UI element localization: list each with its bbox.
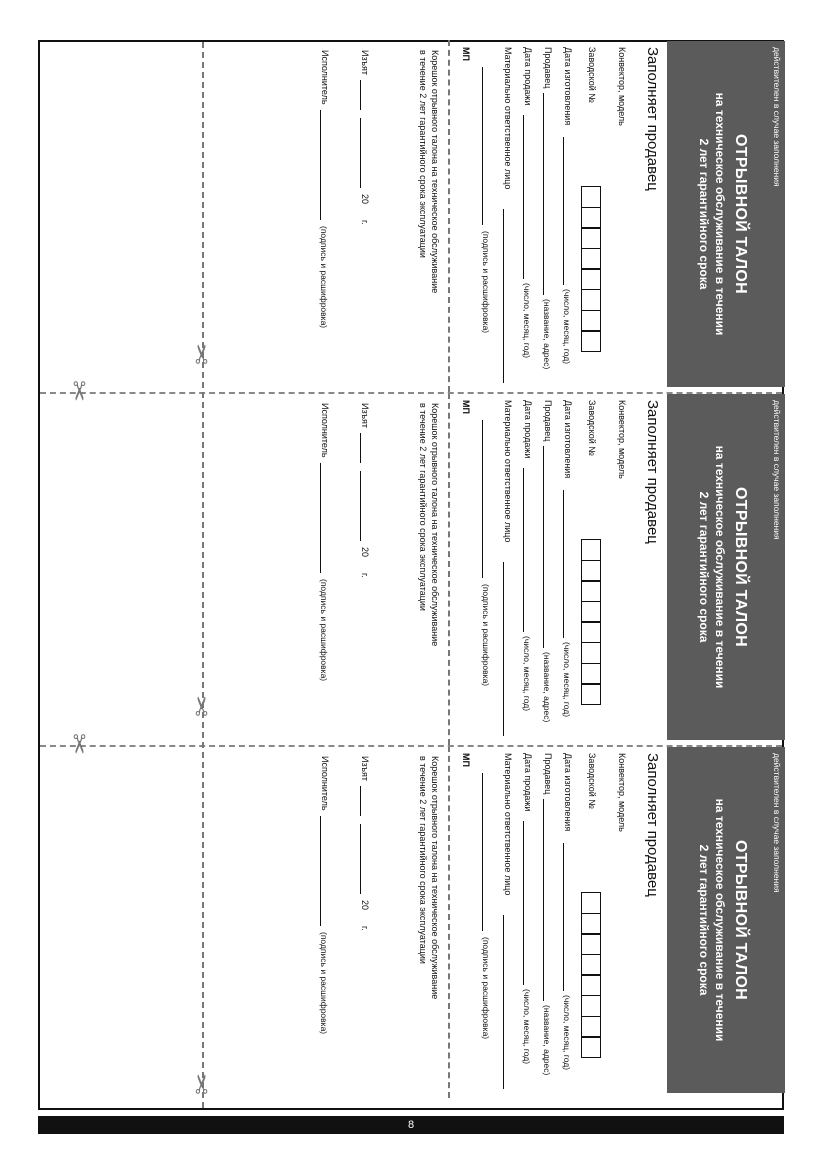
scissors-icon: ✂ [63,733,94,755]
coupon [449,41,785,377]
valid-note: действителен в случае заполнения [772,47,782,187]
model-label: Конвектор, модель [617,753,627,832]
sale-date-hint: (число, месяц, год) [522,636,532,712]
seller-line[interactable] [543,799,544,1001]
seller-label: Продавец [543,47,553,89]
manufacture-date-label: Дата изготовления [563,47,573,126]
year-label: 20 [360,194,370,205]
manufacture-date-label: Дата изготовления [563,753,573,832]
responsible-line[interactable] [503,915,504,1089]
serial-label: Заводской № [587,47,597,103]
signature-hint: (подпись и расшифровка) [481,584,491,687]
manufacture-date-line[interactable] [563,490,564,638]
scissors-icon: ✂ [186,1073,217,1095]
sale-date-label: Дата продажи [523,47,533,106]
executor-line[interactable] [320,463,321,573]
coupon-body [449,747,667,1093]
serial-digit-box[interactable] [581,560,601,582]
serial-digit-box[interactable] [581,954,601,976]
stub-tear-line [202,42,204,1108]
serial-digit-box[interactable] [581,642,601,664]
serial-digit-box[interactable] [581,186,601,208]
executor-hint: (подпись и расшифровка) [319,226,329,329]
scissors-icon: ✂ [63,380,94,402]
sale-date-line[interactable] [523,821,524,985]
withdrawn-month-line[interactable] [360,824,361,894]
executor-label: Исполнитель [320,756,330,811]
serial-digit-box[interactable] [581,683,601,705]
manufacture-date-label: Дата изготовления [563,400,573,479]
stub-text-1: Корешок отрывного талона на техническое обслуживание [430,756,440,1000]
serial-digit-box[interactable] [581,995,601,1017]
serial-digit-box[interactable] [581,892,601,914]
executor-hint: (подпись и расшифровка) [319,932,329,1035]
signature-hint: (подпись и расшифровка) [481,937,491,1040]
sale-date-label: Дата продажи [523,753,533,812]
withdrawn-label: Изъят [360,50,370,76]
withdrawn-day-line[interactable] [360,786,361,816]
serial-digit-box[interactable] [581,663,601,685]
withdrawn-day-line[interactable] [360,80,361,110]
stub-text-1: Корешок отрывного талона на техническое обслуживание [430,50,440,294]
executor-line[interactable] [320,816,321,926]
model-label: Конвектор, модель [617,47,627,126]
coupon-body [449,394,667,740]
seller-line[interactable] [543,446,544,648]
serial-digit-box[interactable] [581,310,601,332]
coupon-stub [38,40,450,392]
coupon [449,394,785,730]
tear-line [448,40,450,392]
coupon-header [667,394,785,740]
serial-number-boxes[interactable] [581,186,601,351]
scissors-icon: ✂ [186,695,217,717]
withdrawn-label: Изъят [360,403,370,429]
coupon-title: ОТРЫВНОЙ ТАЛОН [732,134,749,294]
serial-digit-box[interactable] [581,268,601,290]
valid-note: действителен в случае заполнения [772,753,782,893]
stamp-label: МП [461,400,471,414]
year-suffix: г. [360,573,370,578]
stub-text-1: Корешок отрывного талона на техническое обслуживание [430,403,440,647]
serial-digit-box[interactable] [581,207,601,229]
stub-text-2: в течение 2 лет гарантийного срока эксплуатации [418,756,428,964]
responsible-label: Материально ответственное лицо [503,400,513,543]
manufacture-date-line[interactable] [563,137,564,285]
withdrawn-month-line[interactable] [360,471,361,541]
withdrawn-day-line[interactable] [360,433,361,463]
serial-digit-box[interactable] [581,248,601,270]
responsible-label: Материально ответственное лицо [503,47,513,190]
serial-digit-box[interactable] [581,933,601,955]
valid-note: действителен в случае заполнения [772,400,782,540]
serial-number-boxes[interactable] [581,539,601,704]
serial-number-boxes[interactable] [581,892,601,1057]
tear-line [448,393,450,745]
coupon-subtitle-2: 2 лет гарантийного срока [697,138,711,290]
sale-date-hint: (число, месяц, год) [522,989,532,1065]
page-number-bar [38,1116,784,1134]
tear-line [448,746,450,1098]
executor-line[interactable] [320,110,321,220]
coupon-title: ОТРЫВНОЙ ТАЛОН [732,840,749,1000]
manufacture-date-hint: (число, месяц, год) [562,642,572,718]
coupon-title: ОТРЫВНОЙ ТАЛОН [732,487,749,647]
coupon-subtitle-2: 2 лет гарантийного срока [697,491,711,643]
signature-line[interactable] [482,773,483,931]
coupon-header [667,747,785,1093]
coupon-header [667,41,785,387]
executor-hint: (подпись и расшифровка) [319,579,329,682]
year-suffix: г. [360,220,370,225]
sale-date-line[interactable] [523,115,524,279]
serial-digit-box[interactable] [581,1016,601,1038]
serial-label: Заводской № [587,400,597,456]
withdrawn-month-line[interactable] [360,118,361,188]
executor-label: Исполнитель [320,50,330,105]
signature-line[interactable] [482,420,483,578]
coupon-stub [38,393,450,745]
seller-line[interactable] [543,93,544,295]
serial-digit-box[interactable] [581,913,601,935]
serial-digit-box[interactable] [581,580,601,602]
sale-date-line[interactable] [523,468,524,632]
seller-hint: (название, адрес) [542,1005,552,1076]
stamp-label: МП [461,753,471,767]
model-label: Конвектор, модель [617,400,627,479]
scissors-icon: ✂ [186,343,217,365]
serial-digit-box[interactable] [581,974,601,996]
coupon-body [449,41,667,387]
serial-digit-box[interactable] [581,539,601,561]
coupon-subtitle-2: 2 лет гарантийного срока [697,844,711,996]
executor-label: Исполнитель [320,403,330,458]
serial-label: Заводской № [587,753,597,809]
coupon-subtitle-1: на техническое обслуживание в течении [713,92,727,336]
page-number: 8 [407,1119,415,1131]
serial-digit-box[interactable] [581,1036,601,1058]
stub-text-2: в течение 2 лет гарантийного срока эксплуатации [418,403,428,611]
seller-label: Продавец [543,753,553,795]
stamp-label: МП [461,47,471,61]
year-label: 20 [360,900,370,911]
serial-digit-box[interactable] [581,601,601,623]
coupon-separator [40,392,782,394]
signature-hint: (подпись и расшифровка) [481,231,491,334]
year-label: 20 [360,547,370,558]
serial-digit-box[interactable] [581,621,601,643]
filler-heading: Заполняет продавец [644,753,661,897]
signature-line[interactable] [482,67,483,225]
coupon-subtitle-1: на техническое обслуживание в течении [713,798,727,1042]
filler-heading: Заполняет продавец [644,47,661,191]
serial-digit-box[interactable] [581,330,601,352]
serial-digit-box[interactable] [581,227,601,249]
responsible-label: Материально ответственное лицо [503,753,513,896]
coupon [449,747,785,1083]
responsible-line[interactable] [503,209,504,383]
sale-date-label: Дата продажи [523,400,533,459]
coupon-separator [40,745,782,747]
manufacture-date-hint: (число, месяц, год) [562,995,572,1071]
seller-label: Продавец [543,400,553,442]
serial-digit-box[interactable] [581,289,601,311]
stub-text-2: в течение 2 лет гарантийного срока эксплуатации [418,50,428,258]
responsible-line[interactable] [503,562,504,736]
withdrawn-label: Изъят [360,756,370,782]
seller-hint: (название, адрес) [542,652,552,723]
manufacture-date-line[interactable] [563,843,564,991]
seller-hint: (название, адрес) [542,299,552,370]
sale-date-hint: (число, месяц, год) [522,283,532,359]
year-suffix: г. [360,926,370,931]
coupon-subtitle-1: на техническое обслуживание в течении [713,445,727,689]
manufacture-date-hint: (число, месяц, год) [562,289,572,365]
coupon-stub [38,746,450,1098]
filler-heading: Заполняет продавец [644,400,661,544]
